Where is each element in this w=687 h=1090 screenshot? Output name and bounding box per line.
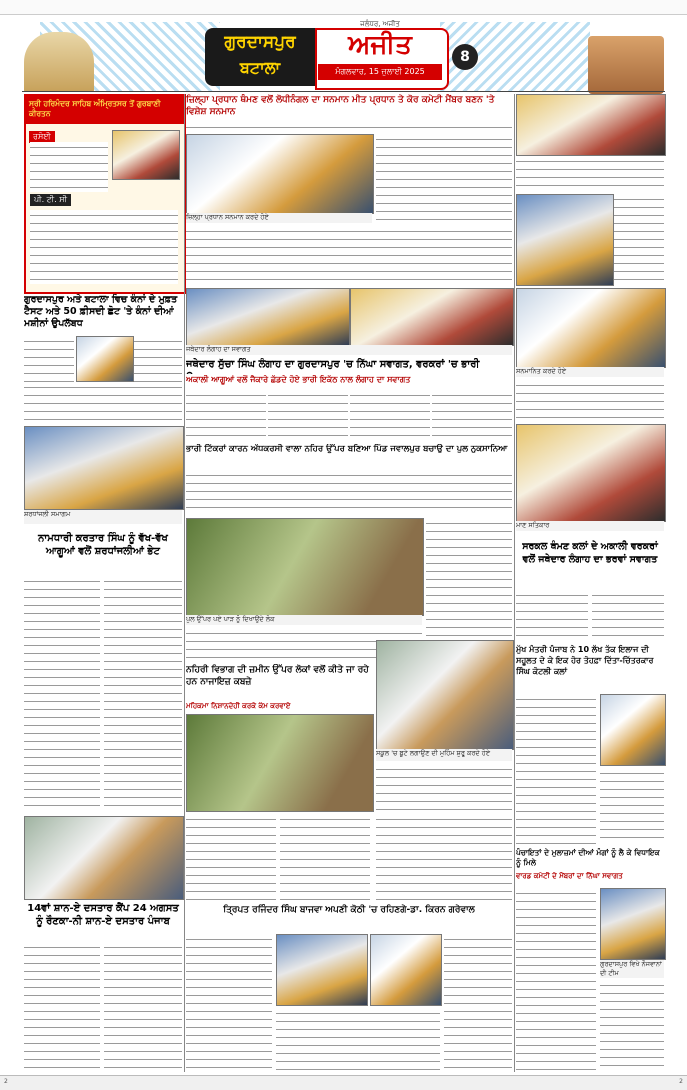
heritage-building-image <box>588 36 664 94</box>
bajwa-headline: ਤ੍ਰਿਪਤ ਰਜਿੰਦਰ ਸਿੰਘ ਬਾਜਵਾ ਅਪਣੀ ਕੋਠੀ 'ਚ ਰਹਿਣਗੇ-ਡਾ. ਕਿਰਨ ਗਰੇਵਾਲ <box>223 905 475 915</box>
right-photo-3-caption: ਸਨਮਾਨਿਤ ਕਰਦੇ ਹੋਏ <box>516 367 664 377</box>
dastar-camp-headline: 14ਵਾਂ ਸ਼ਾਨ-ਏ ਦਸਤਾਰ ਕੈਂਪ 24 ਅਗਸਤ ਨੂੰ ਰੌਣਕਾ-ਨੀ ਸ਼ਾਨ-ਏ ਦਸਤਾਰ ਪੰਜਾਬ <box>27 903 179 927</box>
canal-article-col1 <box>186 814 276 900</box>
cm-health-headline: ਮੁੱਖ ਮੰਤਰੀ ਪੰਜਾਬ ਨੇ 10 ਲੱਖ ਤੱਕ ਇਲਾਜ ਦੀ ਸਹੂਲਤ ਦੇ ਕੇ ਇਕ ਹੋਰ ਤੋਹਫ਼ਾ ਦਿੱਤਾ-ਚਿੱਤਰਕਾਰ ਸਿੰਘ ਕੋਟਲੀ ਕਲਾਂ <box>516 645 654 676</box>
bajwa-article-col1 <box>186 934 272 1070</box>
langah-subhead: ਅਕਾਲੀ ਆਗੂਆਂ ਵਲੋਂ ਜੈਕਾਰੇ ਛੱਡਦੇ ਹੋਏ ਭਾਰੀ ਇਕੱਠ ਨਾਲ ਲੰਗਾਹ ਦਾ ਸਵਾਗਤ <box>186 375 411 384</box>
city-primary: ਗੁਰਦਾਸਪੁਰ <box>224 32 296 52</box>
bajwa-article-col2 <box>444 934 512 1070</box>
right-article-3 <box>516 380 664 420</box>
bridge-article-side <box>426 518 512 638</box>
bridge-article-top <box>186 470 512 514</box>
cm-article-side <box>600 768 664 844</box>
dastar-article-col2 <box>104 942 182 1070</box>
column-rule-2 <box>514 94 515 1072</box>
panchayat-article <box>516 888 596 1070</box>
ear-test-headline: ਗੁਰਦਾਸਪੁਰ ਅਤੇ ਬਟਾਲਾ ਵਿਚ ਕੰਨਾਂ ਦੇ ਮੁਫ਼ਤ ਟੈਸਟ ਅਤੇ 50 ਫ਼ੀਸਦੀ ਛੋਟ 'ਤੇ ਕੰਨਾਂ ਦੀਆਂ ਮਸ਼ੀਨਾਂ ਉਪਲੱਬਧ <box>24 294 178 329</box>
golden-temple-photo <box>112 130 180 180</box>
tree-planting-caption: ਸਕੂਲ 'ਚ ਬੂਟੇ ਲਗਾਉਣ ਦੀ ਮੁਹਿੰਮ ਸ਼ੁਰੂ ਕਰਦੇ ਹੋਏ <box>376 749 512 761</box>
namdhari-article-col1 <box>24 576 100 812</box>
city-secondary: ਬਟਾਲਾ <box>239 58 281 77</box>
namdhari-article-col2 <box>104 576 182 812</box>
tree-article <box>376 764 512 810</box>
right-photo-4 <box>516 424 666 522</box>
top-article-lead <box>186 122 512 132</box>
newspaper-logo: ਅਜੀਤ <box>348 30 412 60</box>
canal-encroachment-headline: ਨਹਿਰੀ ਵਿਭਾਗ ਦੀ ਜ਼ਮੀਨ ਉੱਪਰ ਲੋਕਾਂ ਵਲੋਂ ਕੀਤੇ ਜਾ ਰਹੇ ਹਨ ਨਾਜਾਇਜ਼ ਕਬਜ਼ੇ <box>186 665 369 687</box>
bajwa-photo-1 <box>276 934 368 1006</box>
cm-article <box>516 694 596 844</box>
ward-committee-headline: ਵਾਰਡ ਕਮੇਟੀ ਦੇ ਮੈਂਬਰਾਂ ਦਾ ਨਿੱਘਾ ਸਵਾਗਤ <box>516 872 623 880</box>
langah-headline: ਜਥੇਦਾਰ ਸੁੱਚਾ ਸਿੰਘ ਲੰਗਾਹ ਦਾ ਗੁਰਦਾਸਪੁਰ 'ਚ ਨਿੱਘਾ ਸਵਾਗਤ, ਵਰਕਰਾਂ 'ਚ ਭਾਰੀ <box>186 359 480 370</box>
tree-planting-photo <box>376 640 514 750</box>
canal-article-col2 <box>280 814 370 900</box>
right-article-1 <box>516 156 664 190</box>
dastar-article-col1 <box>24 942 100 1070</box>
advert-label: ਰਸੋਈ <box>29 131 55 143</box>
advert-text <box>30 142 108 192</box>
ear-photo <box>76 336 134 382</box>
top-photo-caption: ਜ਼ਿਲ੍ਹਾ ਪ੍ਰਧਾਨ ਸਨਮਾਨ ਕਰਦੇ ਹੋਏ <box>186 213 372 223</box>
right-photo-4-caption: ਮਾਣ ਸਤਿਕਾਰ <box>516 521 664 531</box>
masthead-rule <box>22 91 665 92</box>
namdhari-photo-caption: ਸ਼ਰਧਾਂਜਲੀ ਸਮਾਗਮ <box>24 510 182 524</box>
namdhari-headline: ਨਾਮਧਾਰੀ ਕਰਤਾਰ ਸਿੰਘ ਨੂੰ ਵੱਖ-ਵੱਖ ਆਗੂਆਂ ਵਲੋਂ ਸ਼ਰਧਾਂਜਲੀਆਂ ਭੇਟ <box>38 533 168 557</box>
langah-photo-2 <box>350 288 514 346</box>
panchayat-article-side <box>600 980 664 1070</box>
kotli-kalan-portrait <box>600 694 666 766</box>
issue-date: ਮੰਗਲਵਾਰ, 15 ਜੁਲਾਈ 2025 <box>318 64 442 80</box>
advert-code: ਪੀ. ਟੀ. ਸੀ <box>30 194 71 206</box>
panchayat-portrait <box>600 888 666 960</box>
right-article-2 <box>614 194 664 284</box>
advert-title: ਸ੍ਰੀ ਹਰਿਮੰਦਰ ਸਾਹਿਬ ਅੰਮ੍ਰਿਤਸਰ ਤੋਂ ਗੁਰਬਾਣੀ ਕੀਰਤਨ <box>26 96 184 124</box>
top-photo <box>186 134 374 214</box>
top-article-continued <box>186 226 512 284</box>
top-headline: ਜ਼ਿਲ੍ਹਾ ਪ੍ਰਧਾਨ ਥੰਮਣ ਵਲੋਂ ਲੋਧੀਨੰਗਲ ਦਾ ਸਨਮਾਨ ਮੀਤ ਪ੍ਰਧਾਨ ਤੇ ਕੋਰ ਕਮੇਟੀ ਮੈਂਬਰ ਬਣਨ 'ਤੇ ਵਿਸ਼ੇਸ਼ ਸਨਮਾਨ <box>186 95 495 117</box>
golden-temple-image <box>24 32 94 92</box>
panchayat-headline: ਪੰਚਾਇਤਾਂ ਦੇ ਮੁਲਾਜ਼ਮਾਂ ਦੀਆਂ ਮੰਗਾਂ ਨੂੰ ਲੈ ਕੇ ਵਿਧਾਇਕ ਨੂੰ ਮਿਲੇ <box>516 848 660 867</box>
bridge-photo <box>186 518 424 616</box>
langah-article-col1 <box>186 390 266 440</box>
footer-left-mark: 2 <box>4 1078 8 1085</box>
langah-article-col2 <box>268 390 348 440</box>
thamman-article-col2 <box>592 590 664 640</box>
langah-article-col4 <box>432 390 512 440</box>
tree-article-continued <box>376 814 512 900</box>
right-photo-3 <box>516 288 666 368</box>
canal-encroachment-subhead: ਮਹਿਕਮਾ ਨਿਸ਼ਾਨਦੇਹੀ ਕਰਕੇ ਕੰਮ ਕਰਵਾਏ <box>186 702 291 710</box>
namdhari-photo <box>24 426 184 510</box>
ear-article-body <box>24 382 182 422</box>
bajwa-article-col3 <box>276 1008 440 1070</box>
bajwa-photo-2 <box>370 934 442 1006</box>
column-rule-1 <box>184 94 185 1072</box>
thamman-article-col1 <box>516 590 588 640</box>
edition-label: ਜਲੰਧਰ, ਅਜੀਤ <box>360 20 400 28</box>
print-info-strip <box>0 0 687 15</box>
kirtan-advert <box>24 94 186 294</box>
advert-details <box>30 210 178 284</box>
dastar-camp-photo <box>24 816 184 900</box>
print-bottom-strip <box>0 1075 687 1090</box>
bridge-photo-caption: ਪੁਲ ਉੱਪਰ ਪਏ ਪਾੜ ਨੂੰ ਦਿਖਾਉਂਦੇ ਲੋਕ <box>186 615 422 625</box>
page-number: 8 <box>452 44 478 70</box>
langah-photo-1 <box>186 288 350 346</box>
footer-right-mark: 2 <box>679 1078 683 1085</box>
thamman-kalan-headline: ਸਰਕਲ ਥੰਮਣ ਕਲਾਂ ਦੇ ਅਕਾਲੀ ਵਰਕਰਾਂ ਵਲੋਂ ਜਥੇਦਾਰ ਲੰਗਾਹ ਦਾ ਭਰਵਾਂ ਸਵਾਗਤ <box>522 541 658 565</box>
right-photo-1 <box>516 94 666 156</box>
bridge-headline: ਭਾਰੀ ਟਿੱਕਰਾਂ ਕਾਰਨ ਅੱਧਕਰਸੀ ਵਾਲਾ ਨਹਿਰ ਉੱਪਰ ਬਣਿਆ ਪਿੰਡ ਜਵਾਲਪੁਰ ਬਚਾਉ ਦਾ ਪੁਲ ਨੁਕਸਾਨਿਆ <box>186 444 508 454</box>
langah-article-col3 <box>350 390 430 440</box>
top-article-body <box>376 134 512 224</box>
langah-photo-caption: ਜਥੇਦਾਰ ਲੰਗਾਹ ਦਾ ਸਵਾਗਤ <box>186 345 512 355</box>
canal-land-photo <box>186 714 374 812</box>
right-photo-2 <box>516 194 614 286</box>
panchayat-portrait-caption: ਗੁਰਦਾਸਪੁਰ ਵਿਖੇ ਨੌਜਵਾਨਾਂ ਦੀ ਟੀਮ <box>600 960 664 978</box>
